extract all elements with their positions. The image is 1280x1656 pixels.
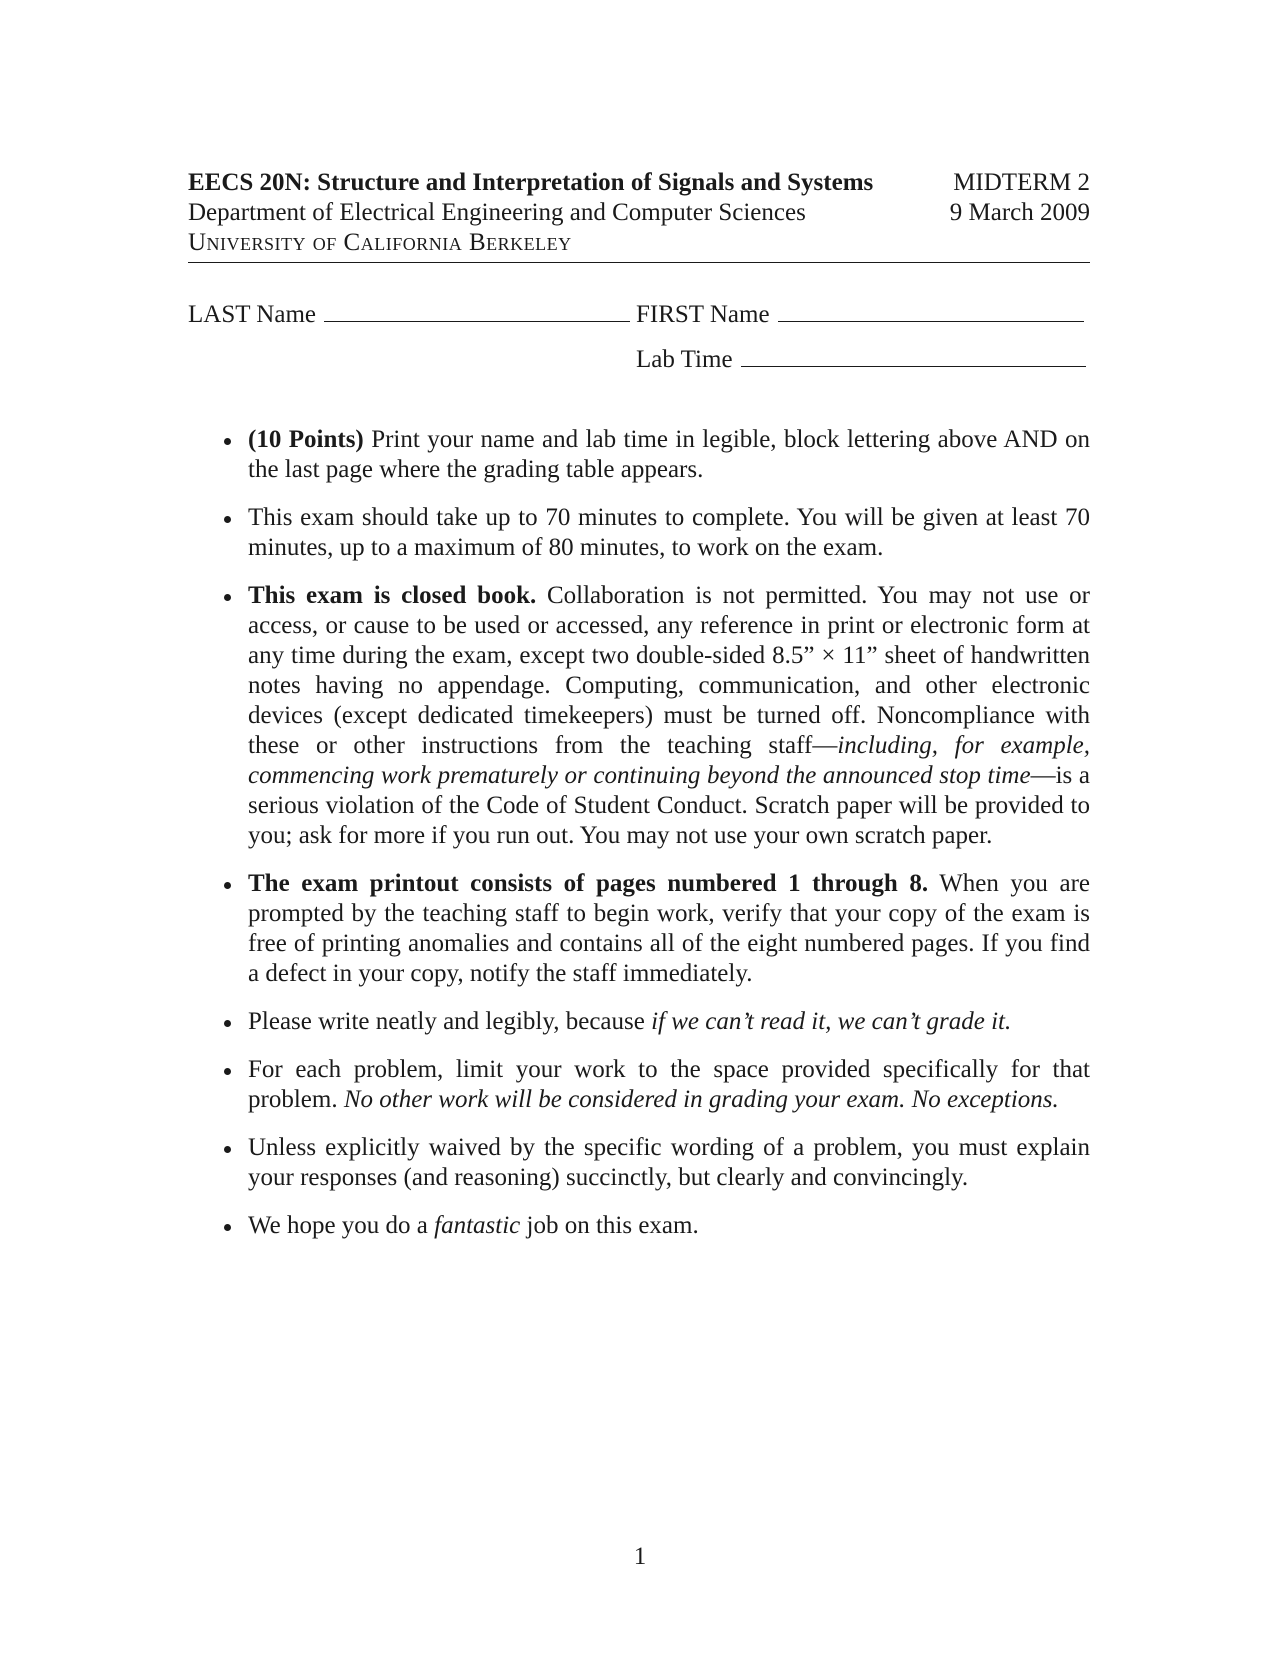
university: University of California Berkeley bbox=[188, 229, 572, 256]
department: Department of Electrical Engineering and Computer Sciences bbox=[188, 199, 806, 226]
instruction-item bbox=[248, 869, 1090, 989]
lab-time-label: Lab Time bbox=[636, 346, 733, 373]
page-number: 1 bbox=[633, 1543, 647, 1570]
header-divider bbox=[188, 262, 1090, 263]
instruction-text: For each problem, limit your work to the space provided specifically for that problem. bbox=[248, 1056, 1090, 1113]
instruction-emphasis: fantastic bbox=[434, 1212, 521, 1239]
instruction-text: This exam should take up to 70 minutes to complete. You will be given at least 70 minutes, up to a maximum of 80 minutes, to work on the exam. bbox=[248, 504, 1090, 561]
instruction-item bbox=[248, 1211, 1090, 1241]
exam-date: 9 March 2009 bbox=[949, 199, 1090, 226]
instruction-text: job on this exam. bbox=[520, 1212, 699, 1239]
instruction-text: —is a serious violation of the Code of Student Conduct. Scratch paper will be provided to you; ask for more if you run out. You may not use your own scratch paper. bbox=[248, 762, 1090, 849]
header-row-2 bbox=[188, 198, 1090, 228]
last-name-field[interactable] bbox=[324, 299, 630, 322]
instruction-emphasis: No other work will be considered in grading your exam. No exceptions. bbox=[343, 1086, 1059, 1113]
instruction-item bbox=[248, 425, 1090, 485]
instructions-list bbox=[188, 425, 1090, 1241]
instruction-text: When you are prompted by the teaching staff to begin work, verify that your copy of the exam is free of printing anomalies and contains all of the eight numbered pages. If you find a defect in your copy, notify the staff immediately. bbox=[248, 870, 1090, 987]
instruction-emphasis: if we can’t read it, we can’t grade it. bbox=[651, 1008, 1012, 1035]
last-name-label: LAST Name bbox=[188, 301, 316, 328]
closed-book-note: This exam is closed book. bbox=[248, 582, 537, 609]
instruction-text: Please write neatly and legibly, because bbox=[248, 1008, 652, 1035]
instruction-text: Unless explicitly waived by the specific wording of a problem, you must explain your responses (and reasoning) succinctly, but clearly and convincingly. bbox=[248, 1134, 1090, 1191]
lab-time-field[interactable] bbox=[741, 344, 1086, 367]
first-name-field[interactable] bbox=[778, 299, 1084, 322]
instruction-emphasis: including, for example, commencing work prematurely or continuing beyond the announced stop time bbox=[248, 732, 1090, 789]
instruction-text: Print your name and lab time in legible, block lettering above AND on the last page where the grading table appears. bbox=[248, 426, 1091, 483]
printout-note: The exam printout consists of pages numbered 1 through 8. bbox=[248, 870, 929, 897]
instruction-text: We hope you do a bbox=[248, 1212, 435, 1239]
name-fields-row bbox=[188, 299, 1090, 330]
exam-name: MIDTERM 2 bbox=[953, 169, 1090, 196]
header-row-3 bbox=[188, 228, 1090, 258]
instruction-item bbox=[248, 1133, 1090, 1193]
instruction-item bbox=[248, 1055, 1090, 1115]
instruction-item bbox=[248, 503, 1090, 563]
first-name-label: FIRST Name bbox=[636, 301, 770, 328]
points-note: (10 Points) bbox=[248, 426, 364, 453]
lab-time-row bbox=[188, 344, 1090, 375]
instruction-item bbox=[248, 581, 1090, 851]
instruction-item bbox=[248, 1007, 1090, 1037]
exam-cover-page bbox=[188, 168, 1090, 1259]
header-row-1 bbox=[188, 168, 1090, 198]
course-title: EECS 20N: Structure and Interpretation of Signals and Systems bbox=[188, 169, 874, 196]
instruction-text: Collaboration is not permitted. You may not use or access, or cause to be used or accessed, any reference in print or electronic form at any time during the exam, except two double-sided 8.5” × 11” sheet of handwritten notes having no appendage. Computing, communication, and other electronic devices (except dedicated timekeepers) must be turned off. Noncompliance with these or other instructions from the teaching staff— bbox=[248, 582, 1090, 759]
